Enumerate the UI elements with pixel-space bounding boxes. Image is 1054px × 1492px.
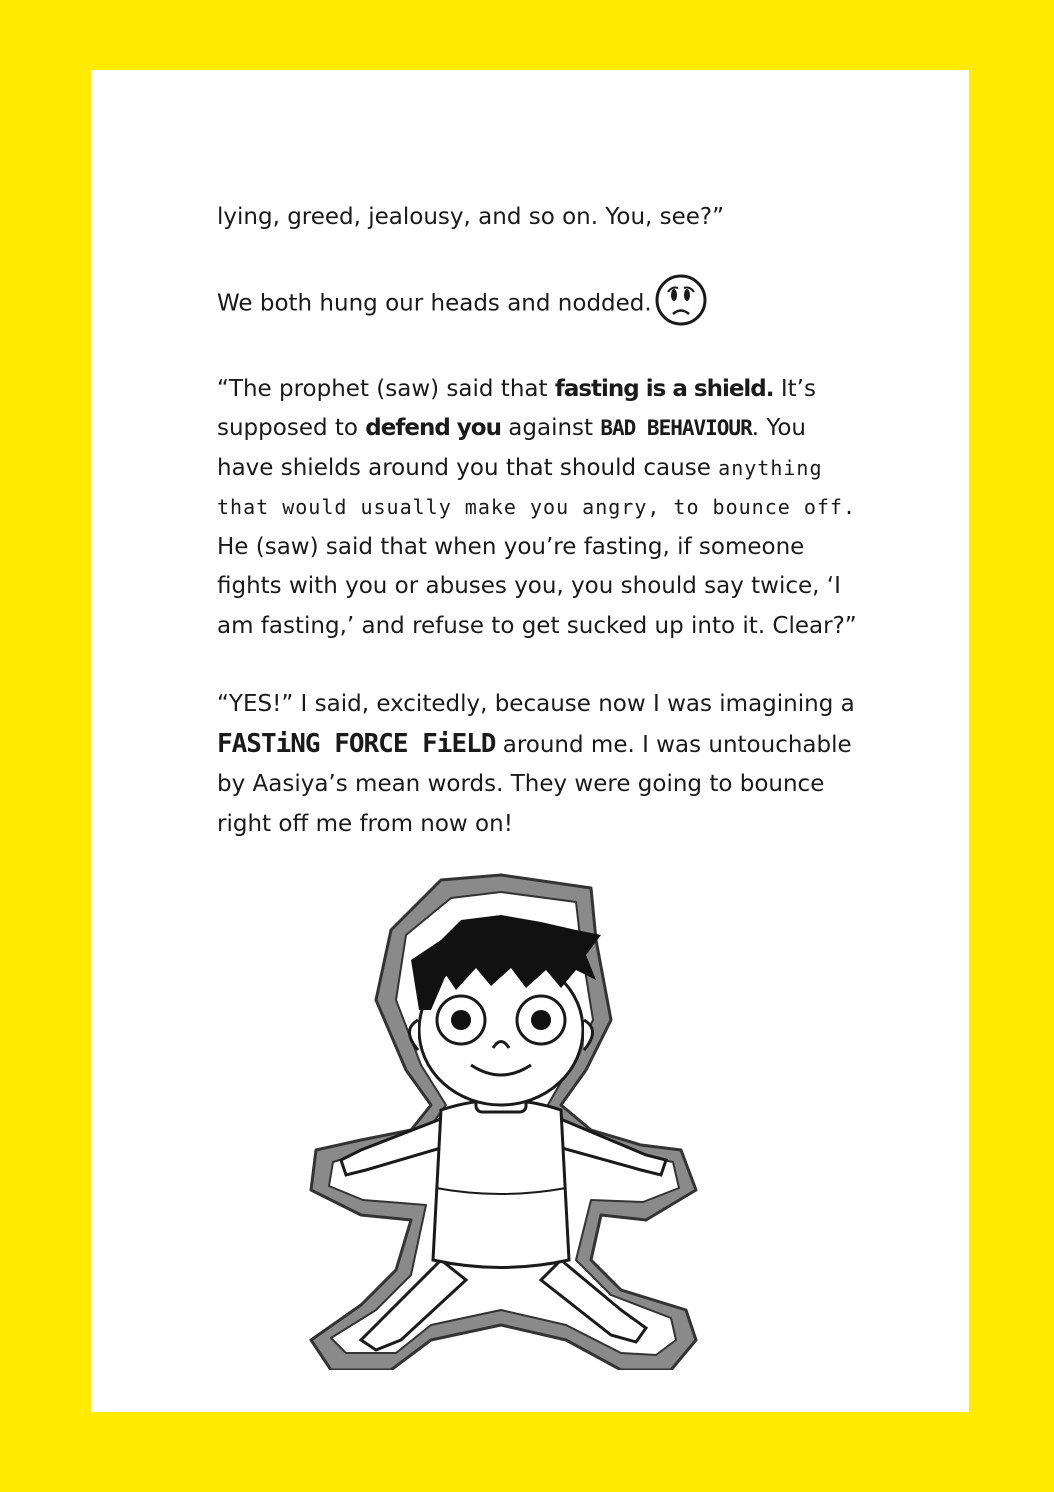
paragraph-1: lying, greed, jealousy, and so on. You, see?” (217, 204, 725, 230)
sad-face-icon (654, 273, 708, 327)
emphasis-handwritten: anything that would usually make you angry, to bounce off. (217, 455, 857, 519)
p4-text-c: around me. I was untouchable by Aasiya’s mean words. They were going to bounce right off me from now on! (217, 731, 852, 837)
paragraph-2-text: We both hung our heads and nodded. (217, 290, 652, 316)
paragraph-4 (217, 685, 857, 844)
emphasis-defend-you: defend you (365, 415, 501, 441)
emphasis-bad-behaviour: BAD BEHAVIOUR (600, 416, 752, 440)
emphasis-fasting-shield: fasting is a shield. (554, 375, 774, 402)
p3-text-i: He (saw) said that when you’re fasting, if someone fights with you or abuses you, you should say twice, ‘I am fasting,’ and refuse to get sucked up into it. Clear?” (217, 533, 857, 639)
boy-force-field-icon (301, 870, 701, 1370)
paragraph-2 (217, 277, 857, 331)
paragraph-3 (217, 370, 857, 647)
p3-text-g: . You have shields around you that should cause (217, 415, 806, 481)
p3-text-a: “The prophet (saw) said that (217, 375, 555, 402)
book-page (91, 70, 969, 1412)
emphasis-force-field: FASTiNG FORCE FiELD (217, 728, 496, 759)
p3-text-c: It’s supposed to (217, 375, 816, 441)
p3-text-e: against (500, 415, 601, 441)
body-text (217, 198, 857, 883)
p4-text-a: “YES!” I said, excitedly, because now I was imagining a (217, 691, 855, 717)
